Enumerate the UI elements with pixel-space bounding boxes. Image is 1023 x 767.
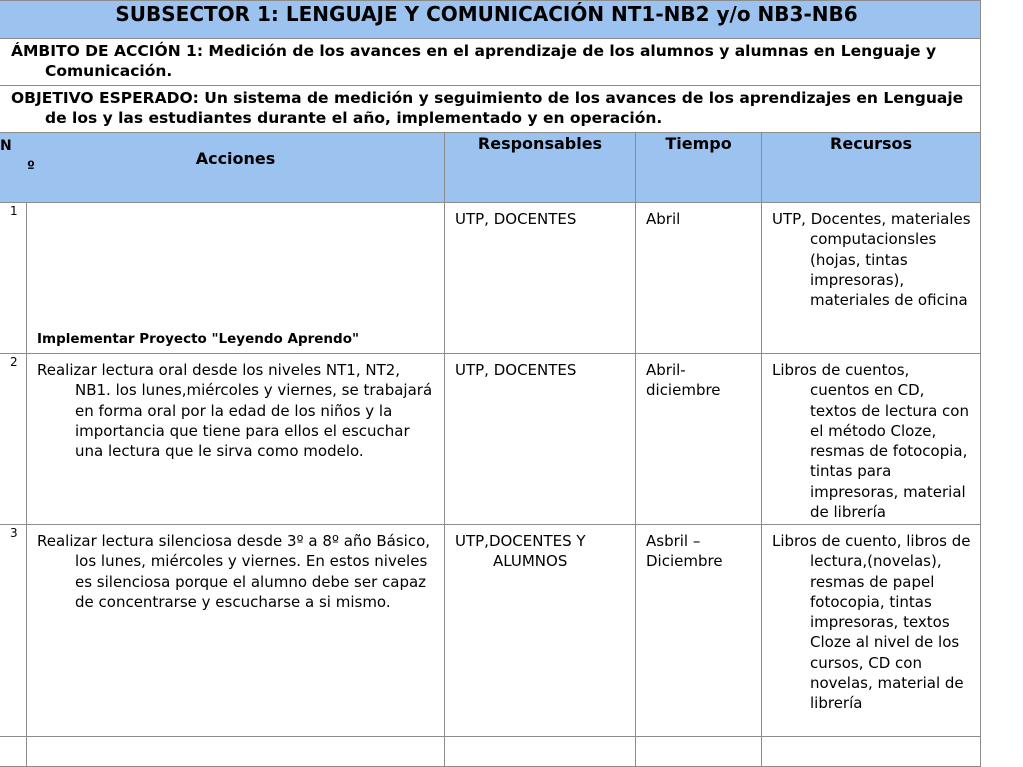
tiempo-text: Abril	[646, 210, 681, 228]
table-row-partial	[0, 737, 981, 767]
ambito-row	[0, 39, 981, 86]
row-accion	[27, 737, 445, 767]
row-tiempo	[636, 354, 762, 525]
header-tiempo: Tiempo	[636, 133, 762, 203]
responsables-text: UTP, DOCENTES	[455, 210, 577, 228]
row-number: 1	[0, 203, 27, 354]
row-responsables	[445, 737, 636, 767]
header-acciones-label: Acciones	[195, 149, 276, 168]
ambito-text: ÁMBITO DE ACCIÓN 1: Medición de los avances en el aprendizaje de los alumnos y alumnas en Lenguaje y Comunicación.	[11, 42, 937, 80]
table-row	[0, 203, 981, 354]
row-number: 3	[0, 525, 27, 737]
row-tiempo	[636, 525, 762, 737]
row-recursos	[762, 354, 981, 525]
responsables-text: UTP,DOCENTES Y ALUMNOS	[455, 532, 586, 571]
objetivo-row	[0, 86, 981, 133]
accion-text: Implementar Proyecto "Leyendo Aprendo"	[37, 330, 360, 347]
row-responsables	[445, 203, 636, 354]
header-acciones	[0, 133, 445, 203]
accion-text: Realizar lectura silenciosa desde 3º a 8º año Básico, los lunes, miércoles y viernes. En estos niveles es silenciosa porque el alumno debe ser capaz de concentrarse y escucharse a si mismo.	[37, 532, 431, 611]
accion-text: Realizar lectura oral desde los niveles NT1, NT2, NB1. los lunes,miércoles y viernes, se trabajará en forma oral por la edad de los niños y la importancia que tiene para ellos el escuchar una lectura que le sirva como modelo.	[37, 361, 433, 461]
table-row	[0, 354, 981, 525]
row-recursos	[762, 737, 981, 767]
header-responsables: Responsables	[445, 133, 636, 203]
header-recursos: Recursos	[762, 133, 981, 203]
row-accion	[27, 354, 445, 525]
header-row	[0, 133, 981, 203]
row-number	[0, 737, 27, 767]
recursos-text: Libros de cuentos, cuentos en CD, textos de lectura con el método Cloze, resmas de fotocopia, tintas para impresoras, material de librería	[772, 361, 969, 522]
row-responsables	[445, 525, 636, 737]
tiempo-text: Abril- diciembre	[646, 361, 721, 400]
row-accion	[27, 525, 445, 737]
row-tiempo	[636, 737, 762, 767]
responsables-text: UTP, DOCENTES	[455, 361, 577, 379]
objetivo-text: OBJETIVO ESPERADO: Un sistema de medición y seguimiento de los avances de los aprendizajes en Lenguaje de los y las estudiantes durante el año, implementado y en operación.	[11, 89, 964, 127]
table-title: SUBSECTOR 1: LENGUAJE Y COMUNICACIÓN NT1-NB2 y/o NB3-NB6	[0, 1, 981, 39]
header-number-degree: º	[27, 159, 35, 175]
row-recursos	[762, 203, 981, 354]
header-number-mark: N	[0, 138, 12, 154]
recursos-text: UTP, Docentes, materiales computacionsles (hojas, tintas impresoras), materiales de oficina	[772, 210, 971, 310]
tiempo-text: Asbril – Diciembre	[646, 532, 723, 571]
row-recursos	[762, 525, 981, 737]
recursos-text: Libros de cuento, libros de lectura,(novelas), resmas de papel fotocopia, tintas impresoras, textos Cloze al nivel de los cursos, CD con novelas, material de librería	[772, 532, 971, 713]
row-accion	[27, 203, 445, 354]
row-tiempo	[636, 203, 762, 354]
row-number: 2	[0, 354, 27, 525]
row-responsables	[445, 354, 636, 525]
table-row	[0, 525, 981, 737]
